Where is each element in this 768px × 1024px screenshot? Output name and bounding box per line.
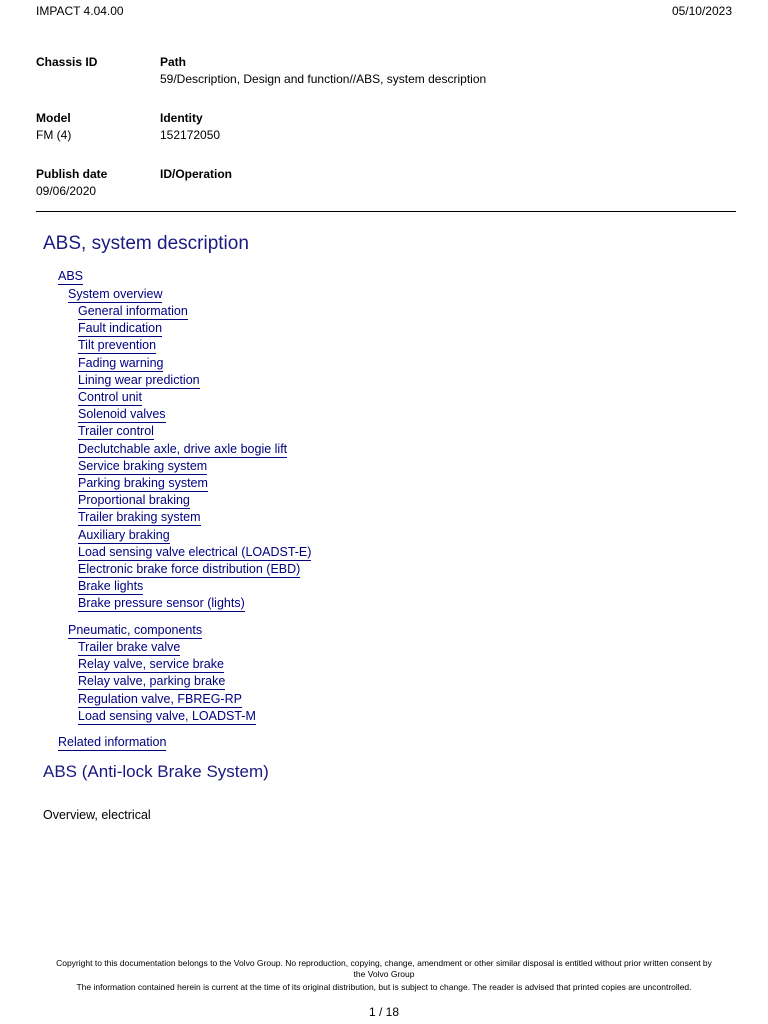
toc-link-item[interactable]: General information <box>78 304 188 318</box>
model-label: Model <box>36 111 71 125</box>
toc-link-item[interactable]: Declutchable axle, drive axle bogie lift <box>78 441 288 456</box>
toc-link-item[interactable]: Control unit <box>78 390 142 404</box>
disclaimer-line: The information contained herein is current at the time of its original distribution, but is subject to change. The reader is advised that printed copies are uncontrolled. <box>76 982 692 992</box>
model-value: FM (4) <box>36 128 72 142</box>
toc-link-item[interactable]: Load sensing valve, LOADST-M <box>78 708 256 723</box>
path-value: 59/Description, Design and function//ABS, system description <box>160 72 487 86</box>
toc-link-pneumatic-components[interactable]: Pneumatic, components <box>68 623 203 637</box>
identity-value: 152172050 <box>160 128 221 142</box>
chassis-id-label: Chassis ID <box>36 55 98 69</box>
toc-link-item[interactable]: Proportional braking <box>78 493 190 508</box>
toc-link-item[interactable]: Trailer brake valve <box>78 640 181 654</box>
toc-link-item[interactable]: Load sensing valve electrical (LOADST-E) <box>78 544 312 559</box>
section-text: Overview, electrical <box>43 808 151 822</box>
toc-link-item[interactable]: Trailer control <box>78 424 154 439</box>
toc-link-abs[interactable]: ABS <box>58 269 84 283</box>
toc-link-item[interactable]: Trailer braking system <box>78 510 201 525</box>
section-title: ABS (Anti-lock Brake System) <box>43 762 269 781</box>
toc-link-item[interactable]: Lining wear prediction <box>78 372 200 387</box>
copyright-line-2: the Volvo Group <box>353 969 415 979</box>
id-operation-label: ID/Operation <box>160 167 233 181</box>
toc-link-system-overview[interactable]: System overview <box>68 287 163 301</box>
publish-date-value: 09/06/2020 <box>36 184 97 198</box>
toc-link-item[interactable]: Service braking system <box>78 458 208 473</box>
copyright-line-1: Copyright to this documentation belongs to the Volvo Group. No reproduction, copying, change, amendment or other similar disposal is entitled without prior written consent by <box>56 958 712 968</box>
toc-link-item[interactable]: Electronic brake force distribution (EBD) <box>78 562 301 576</box>
identity-label: Identity <box>160 111 203 125</box>
page-number: 1 / 18 <box>368 1005 400 1019</box>
page-title: ABS, system description <box>43 233 249 254</box>
header-divider <box>36 211 736 212</box>
toc-link-related-information[interactable]: Related information <box>58 735 167 749</box>
print-date: 05/10/2023 <box>671 4 732 18</box>
toc-link-item[interactable]: Parking braking system <box>78 476 208 490</box>
toc-link-item[interactable]: Relay valve, parking brake <box>78 674 226 689</box>
toc-link-item[interactable]: Brake pressure sensor (lights) <box>78 596 245 611</box>
toc-link-item[interactable]: Fading warning <box>78 355 164 370</box>
toc-link-item[interactable]: Brake lights <box>78 579 144 594</box>
toc-link-item[interactable]: Regulation valve, FBREG-RP <box>78 691 242 706</box>
toc-link-item[interactable]: Tilt prevention <box>78 338 157 353</box>
app-version: IMPACT 4.04.00 <box>36 4 124 18</box>
path-label: Path <box>160 55 187 69</box>
toc-link-item[interactable]: Solenoid valves <box>78 407 166 422</box>
toc-link-item[interactable]: Fault indication <box>78 321 163 336</box>
toc-link-item[interactable]: Auxiliary braking <box>78 527 170 542</box>
publish-date-label: Publish date <box>36 167 108 181</box>
toc-link-item[interactable]: Relay valve, service brake <box>78 657 224 672</box>
